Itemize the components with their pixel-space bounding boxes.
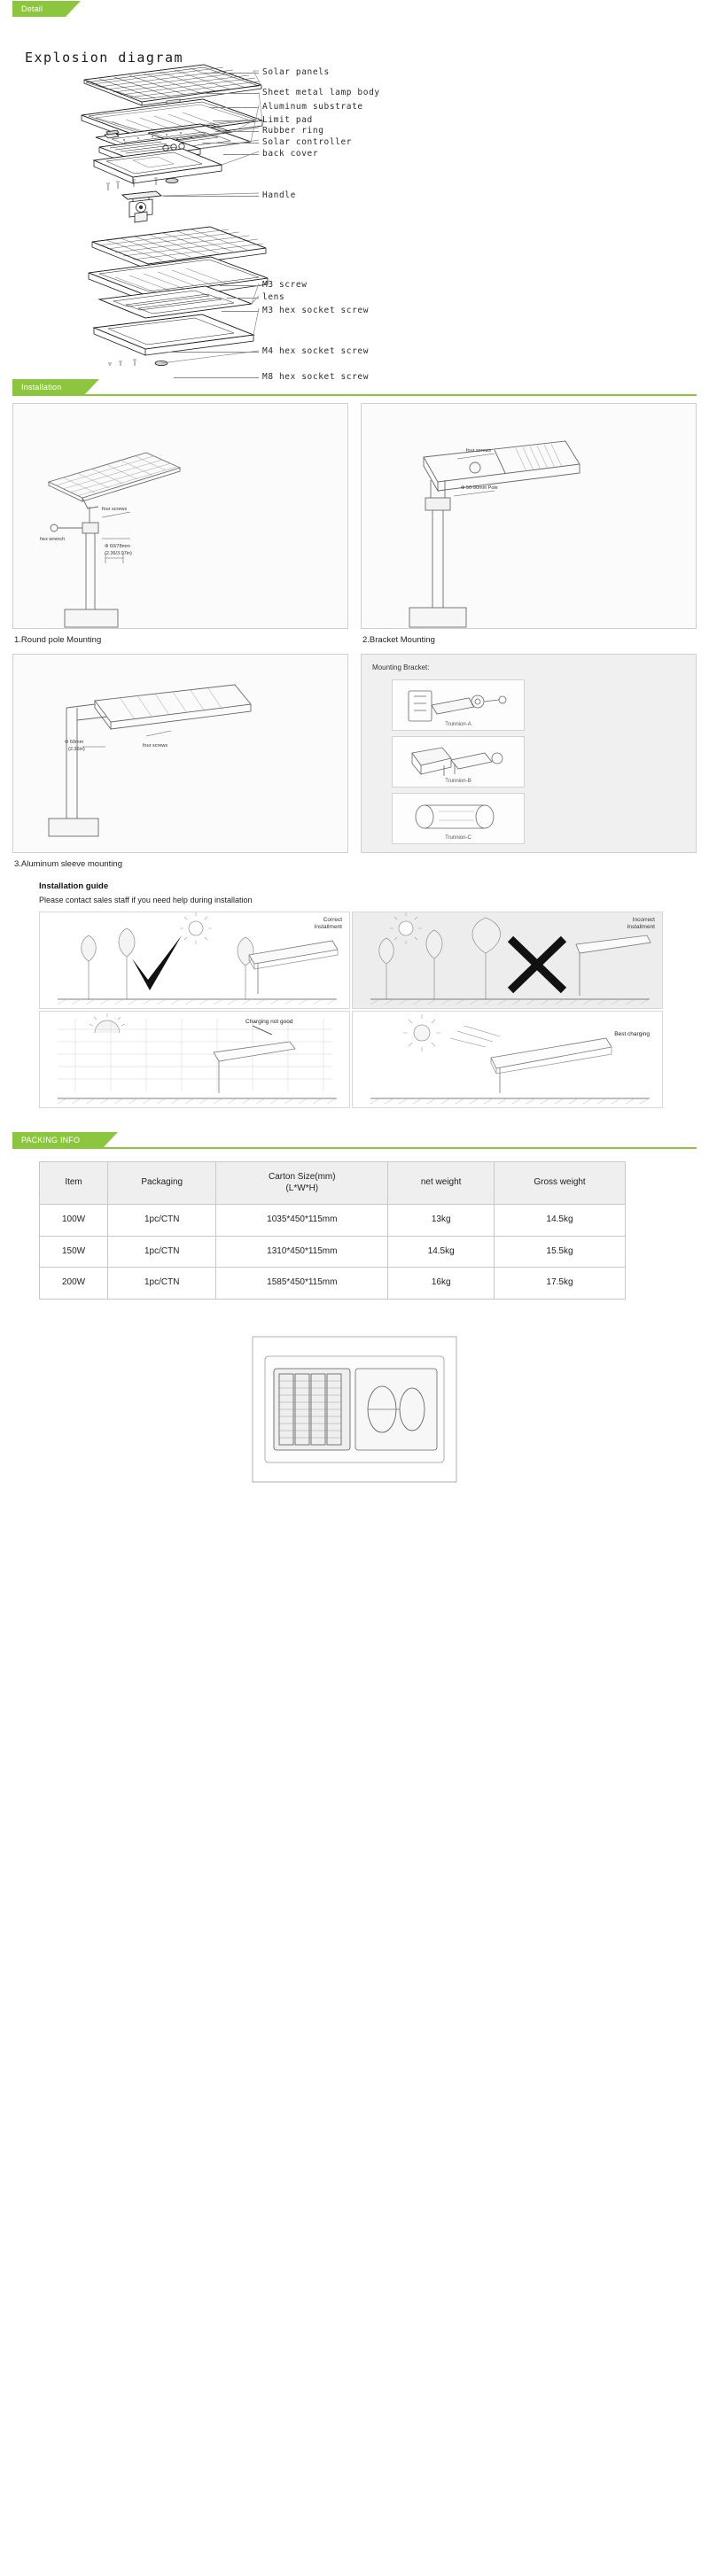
bracket-item-c-label: Trunnion-C (445, 835, 471, 841)
install-caption-2: 2.Bracket Mounting (362, 635, 435, 645)
packed-product-image-wrap (0, 1300, 709, 1512)
leader-3 (213, 120, 259, 121)
leader-9 (227, 298, 259, 299)
mounting-bracket-panel (361, 654, 697, 878)
svg-text:Φ 50-90mm Pole: Φ 50-90mm Pole (461, 485, 498, 491)
svg-text:Φ 60/78mm: Φ 60/78mm (105, 544, 130, 549)
leader-2 (209, 107, 259, 108)
guide-note-charging-not-good: Charging not good (245, 1019, 293, 1025)
packing-section-banner (12, 1131, 103, 1147)
guide-best-charging (352, 1011, 663, 1108)
table-row (40, 1268, 626, 1300)
bracket-item-a (392, 679, 525, 731)
leader-10 (222, 311, 259, 312)
leader-8 (220, 285, 259, 286)
bracket-panel-box (361, 654, 697, 853)
cell-item: 100W (40, 1205, 108, 1237)
cell-item: 200W (40, 1268, 108, 1300)
installation-diagrams (0, 396, 709, 878)
svg-text:four screws: four screws (143, 743, 168, 749)
callout-m4-hex-socket-screw: M4 hex socket screw (262, 346, 370, 356)
installation-guide-text: Please contact sales staff if you need help during installation (39, 896, 253, 904)
install-diagram-2 (361, 403, 697, 654)
guide-correct-label: Correct Installment (314, 917, 342, 931)
cell-carton-size: 1585*450*115mm (216, 1268, 388, 1300)
leader-7 (163, 196, 259, 197)
explosion-callout-labels (0, 16, 709, 382)
leader-12 (174, 377, 259, 378)
packing-header-net-weight: net weight (388, 1162, 495, 1205)
callout-aluminum-substrate: Aluminum substrate (262, 102, 363, 112)
guide-incorrect-installment (352, 912, 663, 1009)
callout-m3-hex-socket-screw: M3 hex socket screw (262, 306, 370, 315)
bracket-item-b (392, 736, 525, 788)
installation-guide (0, 878, 709, 1108)
packing-info-table (39, 1161, 626, 1300)
aluminum-sleeve-mounting-image (12, 654, 348, 853)
svg-text:four screws: four screws (466, 448, 492, 454)
leader-11 (168, 352, 259, 353)
callout-rubber-ring: Rubber ring (262, 126, 324, 136)
installation-section-banner (12, 378, 84, 394)
cell-item: 150W (40, 1236, 108, 1268)
callout-lens: lens (262, 292, 285, 302)
install-caption-3: 3.Aluminum sleeve mounting (14, 859, 122, 869)
cell-packaging: 1pc/CTN (108, 1205, 216, 1237)
bracket-panel-title: Mounting Bracket: (372, 663, 430, 671)
callout-back-cover: back cover (262, 149, 319, 159)
leader-1 (206, 93, 259, 94)
cell-gross-weight: 17.5kg (495, 1268, 626, 1300)
detail-banner-label: Detail (12, 1, 66, 17)
callout-solar-controller: Solar controller (262, 137, 353, 147)
table-row (40, 1236, 626, 1268)
leader-5 (202, 143, 259, 144)
leader-6 (223, 154, 259, 155)
bracket-mounting-image (361, 403, 697, 629)
bracket-item-a-label: Trunnion-A (445, 722, 471, 727)
cell-net-weight: 16kg (388, 1268, 495, 1300)
packing-header-packaging: Packaging (108, 1162, 216, 1205)
callout-sheet-metal-lamp-body: Sheet metal lamp body (262, 88, 380, 97)
guide-row-bottom (39, 1011, 697, 1108)
guide-correct-installment (39, 912, 350, 1009)
svg-text:(2.36/3.07in): (2.36/3.07in) (105, 551, 132, 556)
bracket-item-b-label: Trunnion-B (445, 779, 471, 784)
guide-note-best-charging: Best charging (614, 1031, 650, 1037)
cell-packaging: 1pc/CTN (108, 1236, 216, 1268)
install-caption-1: 1.Round pole Mounting (14, 635, 102, 645)
install-diagram-1 (12, 403, 348, 654)
cell-gross-weight: 15.5kg (495, 1236, 626, 1268)
callout-limit-pad: Limit pad (262, 115, 313, 125)
leader-4 (215, 131, 259, 132)
detail-section-banner (12, 0, 66, 16)
cell-carton-size: 1310*450*115mm (216, 1236, 388, 1268)
svg-text:four screws: four screws (102, 507, 128, 512)
callout-handle: Handle (262, 190, 296, 200)
explosion-diagram-title: Explosion diagram (25, 50, 184, 66)
installation-guide-heading: Installation guide (39, 881, 109, 891)
packed-product-image (226, 1330, 483, 1489)
callout-m8-hex-socket-screw: M8 hex socket screw (262, 372, 370, 382)
svg-text:hex wrench: hex wrench (40, 537, 66, 542)
cell-gross-weight: 14.5kg (495, 1205, 626, 1237)
guide-row-top (39, 912, 697, 1009)
packing-banner-label: PACKING INFO (12, 1132, 103, 1148)
installation-banner-label: Installation (12, 379, 84, 395)
cell-net-weight: 13kg (388, 1205, 495, 1237)
cell-carton-size: 1035*450*115mm (216, 1205, 388, 1237)
svg-text:Φ 60mm: Φ 60mm (65, 740, 84, 745)
cell-packaging: 1pc/CTN (108, 1268, 216, 1300)
packing-header-item: Item (40, 1162, 108, 1205)
table-row (40, 1205, 626, 1237)
install-diagram-3 (12, 654, 348, 878)
svg-text:(2.36in): (2.36in) (68, 747, 85, 752)
packing-table-wrap (0, 1149, 709, 1300)
callout-m3-screw: M3 screw (262, 280, 308, 290)
cell-net-weight: 14.5kg (388, 1236, 495, 1268)
packing-header-carton-size: Carton Size(mm) (L*W*H) (216, 1162, 388, 1205)
guide-incorrect-label: Incorrect Installment (627, 917, 655, 931)
guide-charging-not-good (39, 1011, 350, 1108)
callout-solar-panels: Solar panels (262, 67, 330, 77)
round-pole-mounting-image (12, 403, 348, 629)
packing-table-body (40, 1205, 626, 1300)
leader-0 (204, 73, 259, 74)
packing-header-gross-weight: Gross weight (495, 1162, 626, 1205)
explosion-diagram-section (0, 16, 709, 382)
bracket-item-c (392, 793, 525, 844)
packing-table-header-row (40, 1162, 626, 1205)
